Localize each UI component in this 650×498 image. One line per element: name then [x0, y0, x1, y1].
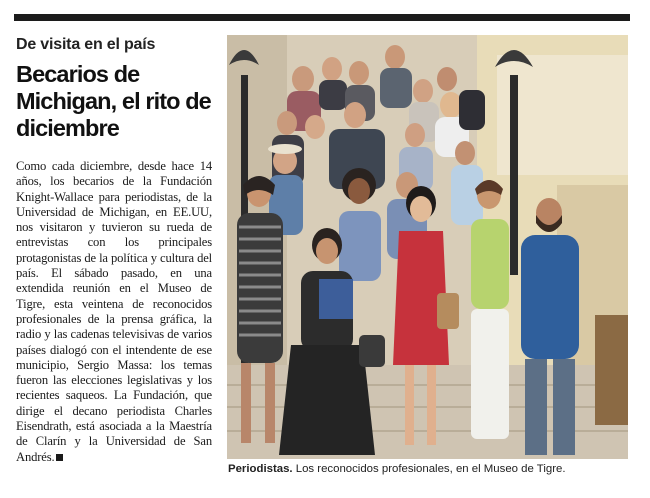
headline: Becarios de Michigan, el rito de diciembre: [16, 61, 211, 141]
top-rule: [14, 14, 630, 21]
caption-lead: Periodistas.: [228, 463, 293, 475]
photo-caption: [228, 463, 628, 475]
article-body: [16, 159, 212, 465]
section-label: De visita en el país: [16, 36, 156, 53]
end-of-article-mark: [56, 454, 63, 461]
caption-text: Los reconocidos profesionales, en el Museo de Tigre.: [295, 463, 566, 475]
group-photo: [227, 35, 628, 459]
article-header: [14, 28, 214, 142]
group-photo-illustration: [227, 35, 628, 459]
body-paragraph: Como cada diciembre, desde hace 14 años, los becarios de la Fundación Knight-Wallace para periodistas, de la Universidad de Michigan, en EE.UU, nos visitaron y tuvieron su rueda de entrevistas con los principales protagonistas de la política y cultura del país. El sábado pasado, en una extendida reunión en el Museo de Tigre, esta veintena de reconocidos profesionales de la prensa gráfica, la radio y las cadenas televisivas de varios países dialogó con el intendente de ese municipio, Sergio Massa: los temas fueron las elecciones legislativas y los recientes saqueos. La Fundación, que dirige el decano periodista Charles Eisendrath, está asociada a la Maestría de Clarín y la Universidad de San Andrés.: [16, 159, 212, 464]
